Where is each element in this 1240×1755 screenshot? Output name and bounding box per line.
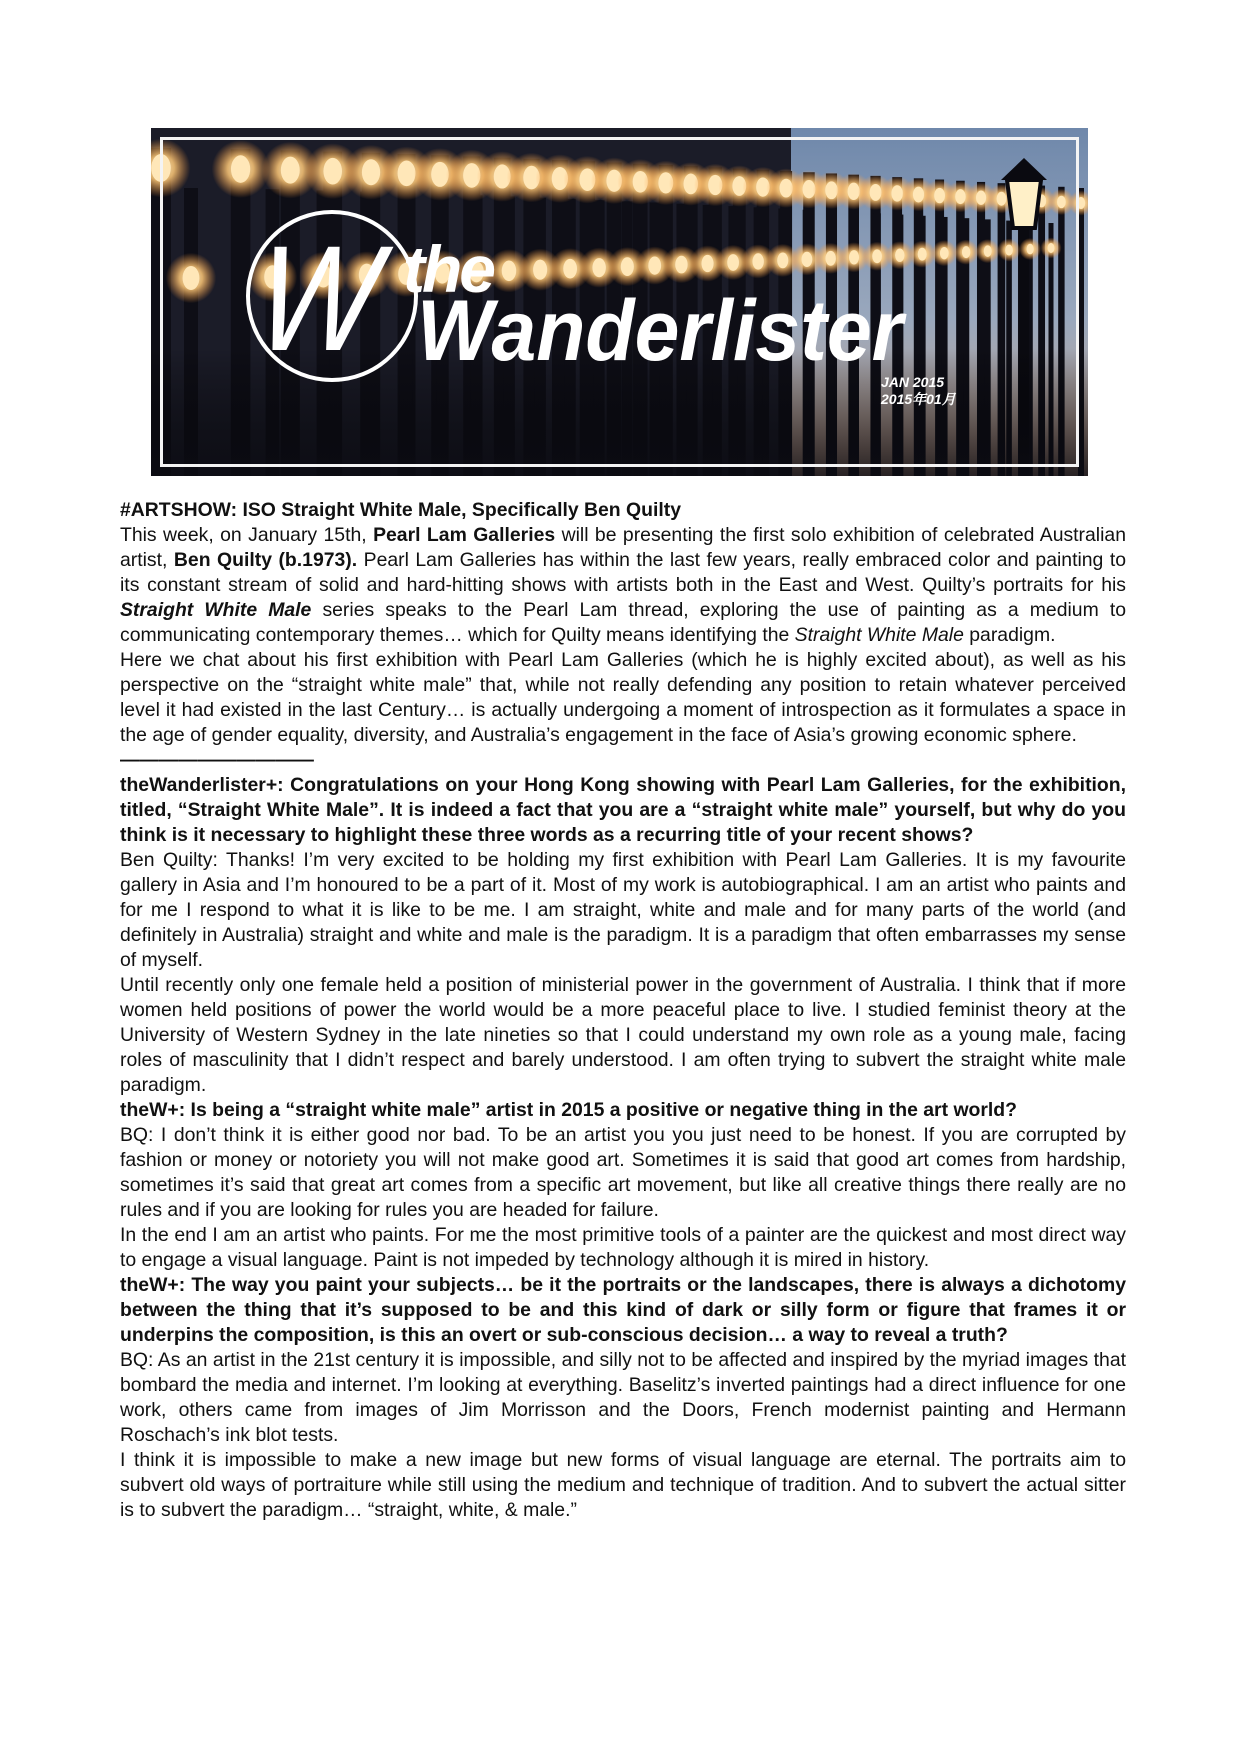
lantern bbox=[1007, 180, 1041, 228]
lamp-bulb bbox=[281, 157, 300, 184]
issue-date-en: JAN 2015 bbox=[881, 374, 945, 390]
intro-text: Pearl Lam Galleries has within the last few years, really embraced color and painting to its constant stream of solid and hard-hitting shows with artists both in the East and West. Quilty’s portraits for his bbox=[120, 549, 1126, 596]
lamp-bulb bbox=[934, 188, 945, 203]
intro-text: paradigm. bbox=[963, 624, 1056, 646]
series-title: Straight White Male bbox=[120, 599, 312, 621]
intro-paragraph bbox=[120, 523, 1126, 648]
section-divider: —————————— bbox=[120, 749, 314, 771]
lamp-bulb bbox=[702, 255, 714, 272]
article-body bbox=[120, 498, 1126, 1523]
banner-photo-lamp-posts bbox=[151, 128, 1088, 476]
lamp-bulb bbox=[870, 184, 882, 201]
lamp-bulb bbox=[183, 266, 200, 290]
lamp-bulb bbox=[918, 248, 927, 261]
lamp-bulb bbox=[1005, 245, 1013, 256]
intro-text: This week, on January 15th, bbox=[120, 524, 374, 546]
lamp-bulb bbox=[592, 258, 605, 277]
interview-question: theW+: Is being a “straight white male” artist in 2015 a positive or negative thing in the art world? bbox=[120, 1099, 1017, 1121]
lamp-bulb bbox=[533, 260, 547, 280]
lamp-bulb bbox=[621, 257, 634, 276]
lamp-bulb bbox=[323, 158, 342, 185]
series-title-italic: Straight White Male bbox=[794, 624, 964, 646]
lamp-bulb bbox=[1057, 196, 1066, 208]
lamp-bulb bbox=[913, 187, 924, 203]
lamp-bulb bbox=[1048, 243, 1055, 253]
logo-monogram: W bbox=[249, 214, 409, 382]
interview-answer: In the end I am an artist who paints. For me the most primitive tools of a painter are the quickest and most direct way to engage a visual language. Paint is not impeded by technology although it is mired in history. bbox=[120, 1224, 1126, 1271]
lamp-bulb bbox=[563, 259, 577, 279]
gallery-name: Pearl Lam Galleries bbox=[373, 524, 556, 546]
lamp-bulb bbox=[849, 250, 859, 264]
lamp-bulb bbox=[872, 249, 882, 263]
interview-answer: Ben Quilty: Thanks! I’m very excited to be holding my first exhibition with Pearl Lam Galleries. It is my favourite gallery in Asia and I’m honoured to be a part of it. Most of my work is autobiographical. I am an artist who paints and for me I respond to what it is like to be me. I am straight, white and male and for many parts of the world (and definitely in Australia) straight and white and male is the paradigm. It is a paradigm that often embarrasses my sense of myself. bbox=[120, 849, 1126, 971]
lamp-bulb bbox=[940, 247, 949, 259]
issue-date-cn: 2015年01月 bbox=[881, 391, 956, 407]
lamp-bulb bbox=[825, 251, 835, 266]
lamp-bulb bbox=[151, 154, 171, 182]
interview-answer: I think it is impossible to make a new image but new forms of visual language are eternal. The portraits aim to subvert old ways of portraiture while still using the medium and technique of tradition. And to subvert the actual sitter is to subvert the paradigm… “straight, white, & male.” bbox=[120, 1449, 1126, 1521]
interview-answer: Until recently only one female held a position of ministerial power in the government of Australia. I think that if more women held positions of power the world would be a more peaceful place to live. I studied feminist theory at the University of Western Sydney in the late nineties so that I could understand my own role as a young male, facing roles of masculinity that I didn’t respect and barely understood. I am often trying to subvert the straight white male paradigm. bbox=[120, 974, 1126, 1096]
lamp-bulb bbox=[895, 249, 904, 262]
lamp-bulb bbox=[955, 189, 965, 204]
article-title: #ARTSHOW: ISO Straight White Male, Specifically Ben Quilty bbox=[120, 499, 681, 521]
lamp-bulb bbox=[777, 253, 788, 269]
lamp-bulb bbox=[984, 245, 992, 256]
lamp-bulb bbox=[727, 254, 739, 271]
lamp-bulb bbox=[502, 260, 516, 281]
lamp-bulb bbox=[648, 256, 661, 274]
lamp-bulb bbox=[231, 155, 250, 183]
lamp-bulb bbox=[1026, 244, 1033, 254]
lamp-bulb bbox=[976, 190, 986, 204]
lamp-bulb bbox=[398, 161, 416, 187]
lamp-bulb bbox=[962, 246, 970, 258]
interview-answer: BQ: As an artist in the 21st century it is impossible, and silly not to be affected and inspired by the myriad images that bombard the media and internet. I’m looking at everything. Baselitz’s inverted paintings had a direct influence for one work, others came from images of Jim Morrisson and the Doors, French modernist painting and Hermann Roschach’s ink blot tests. bbox=[120, 1349, 1126, 1446]
intro-text: will be presenting the first solo exhibition of celebrated Australian artist, bbox=[120, 524, 1126, 571]
lamp-bulb bbox=[752, 253, 763, 269]
interview-question: theWanderlister+: Congratulations on your Hong Kong showing with Pearl Lam Galleries, for the exhibition, titled, “Straight White Male”. It is indeed a fact that you are a “straight white male” yourself, but why do you think is it necessary to highlight these three words as a recurring title of your recent shows? bbox=[120, 774, 1126, 846]
lamp-bulb bbox=[675, 256, 687, 274]
intro-text: series speaks to the Pearl Lam thread, exploring the use of painting as a medium to communicating contemporary themes… which for Quilty means identifying the bbox=[120, 599, 1126, 646]
logo-word-main: Wanderlister bbox=[417, 283, 908, 379]
lamp-bulb bbox=[802, 252, 813, 267]
issue-date bbox=[881, 374, 956, 408]
lamp-bulb bbox=[891, 185, 902, 201]
logo-word-top: the bbox=[403, 232, 493, 306]
header-banner bbox=[151, 128, 1088, 476]
lamp-bulb bbox=[1077, 197, 1085, 209]
lamp-bulb bbox=[997, 192, 1007, 206]
lamp-bulb bbox=[362, 159, 380, 185]
interview-answer: BQ: I don’t think it is either good nor bad. To be an artist you you just need to be honest. If you are corrupted by fashion or money or notoriety you will not make good art. Sometimes it is said that good art comes from hardship, sometimes it’s said that great art comes from a specific art movement, but like all creative things there really are no rules and if you are looking for rules you are headed for failure. bbox=[120, 1124, 1126, 1221]
interview-question: theW+: The way you paint your subjects… be it the portraits or the landscapes, there is always a dichotomy between the thing that it’s supposed to be and this kind of dark or silly form or figure that frames it or underpins the composition, is this an overt or sub-conscious decision… a way to reveal a truth? bbox=[120, 1274, 1126, 1346]
artist-name: Ben Quilty (b.1973). bbox=[173, 549, 358, 571]
paragraph: Here we chat about his first exhibition with Pearl Lam Galleries (which he is highly excited about), as well as his perspective on the “straight white male” that, while not really defending any position to retain whatever perceived level it had existed in the last Century… is actually undergoing a moment of introspection as it formulates a space in the age of gender equality, diversity, and Australia’s engagement in the face of Asia’s growing economic sphere. bbox=[120, 649, 1126, 746]
